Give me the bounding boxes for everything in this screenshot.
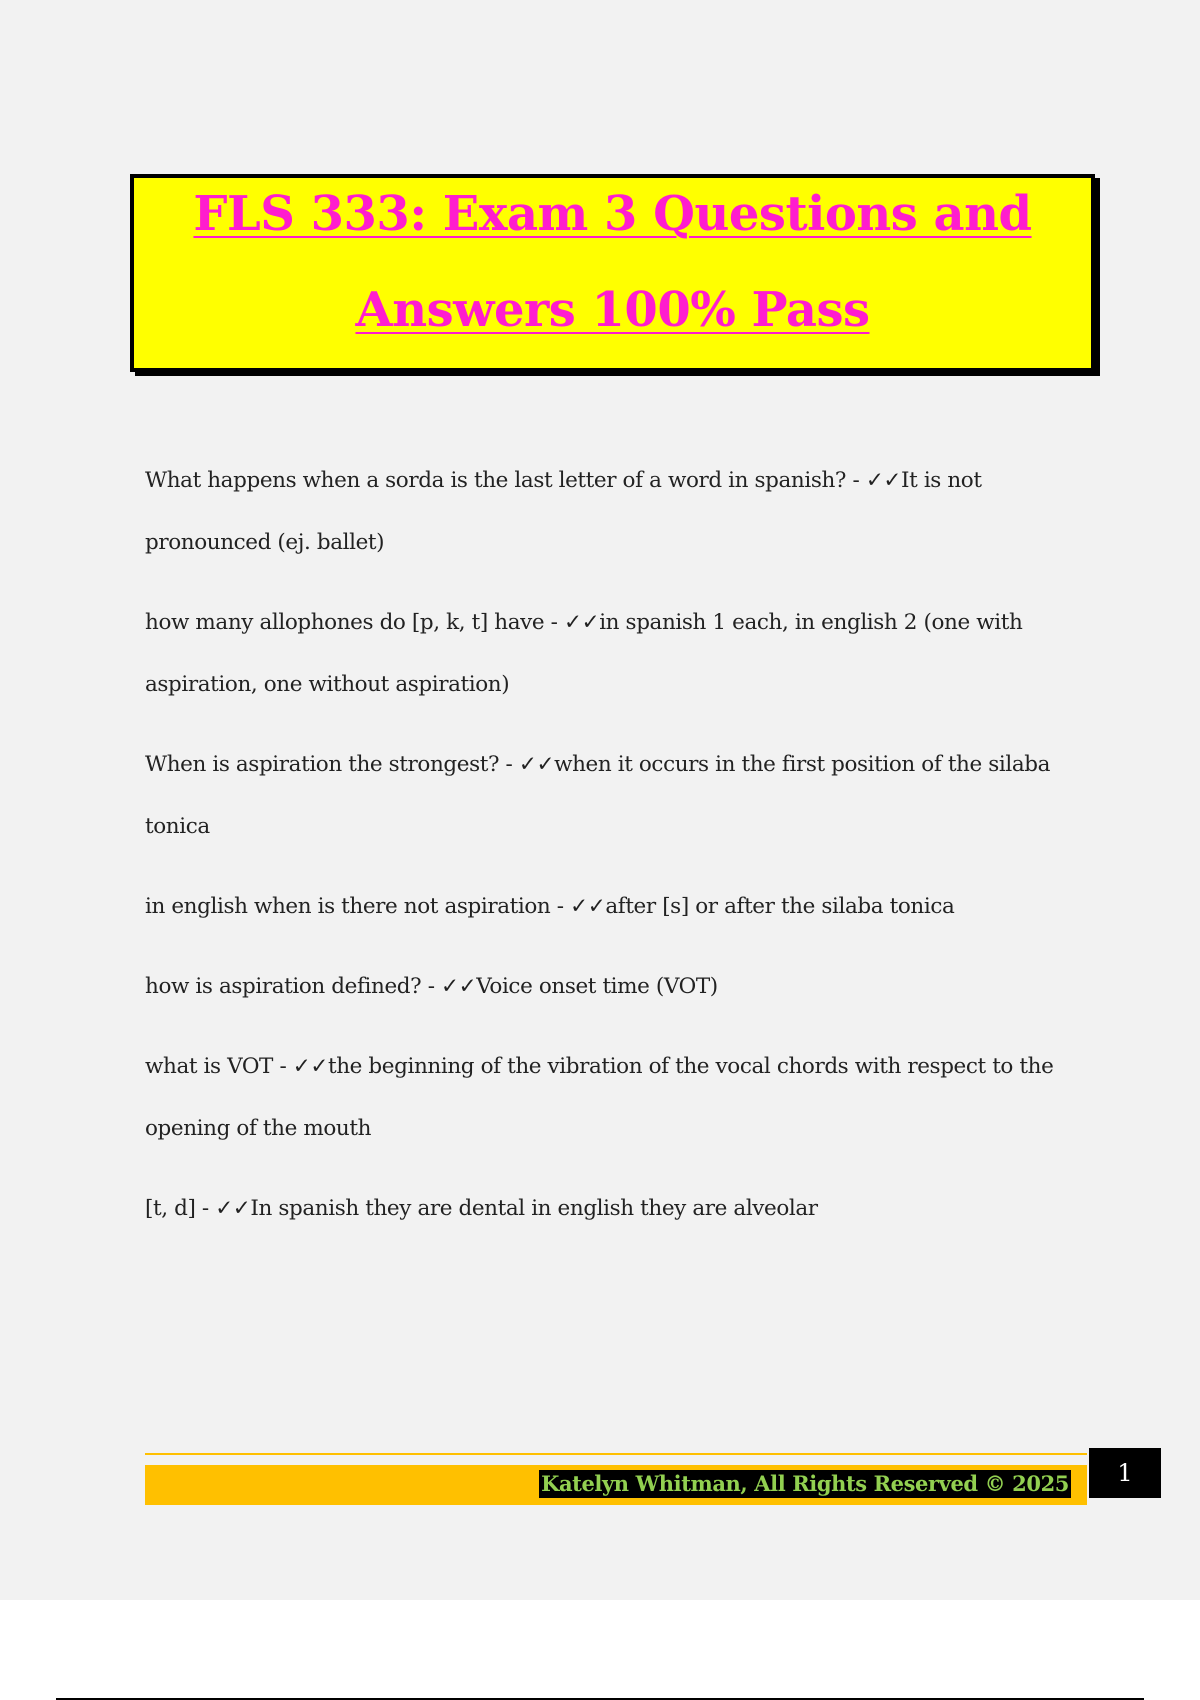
qa-line xyxy=(145,734,1095,796)
qa-item xyxy=(145,956,1095,1018)
question-text: how many allophones do [p, k, t] have xyxy=(145,610,545,635)
qa-line xyxy=(145,592,1095,654)
qa-item xyxy=(145,734,1095,858)
document-title-line-1: FLS 333: Exam 3 Questions and xyxy=(193,186,1032,242)
qa-line xyxy=(145,450,1095,512)
double-check-icon: ✓✓ xyxy=(292,1054,328,1079)
double-check-icon: ✓✓ xyxy=(441,974,477,999)
answer-separator: - xyxy=(846,468,866,493)
question-text: how is aspiration defined? xyxy=(145,974,422,999)
question-text: When is aspiration the strongest? xyxy=(145,752,500,777)
page-number: 1 xyxy=(1089,1448,1161,1498)
double-check-icon: ✓✓ xyxy=(518,752,555,777)
qa-item xyxy=(145,592,1095,716)
footer-copyright: Katelyn Whitman, All Rights Reserved © 2025 xyxy=(541,1471,1069,1496)
double-check-icon: ✓✓ xyxy=(865,468,902,493)
answer-separator: - xyxy=(195,1196,216,1221)
continuation-text: pronounced (ej. ballet) xyxy=(145,530,385,555)
question-text: What happens when a sorda is the last letter of a word in spanish? xyxy=(145,468,847,493)
qa-line xyxy=(145,1098,1095,1160)
title-box xyxy=(130,174,1095,372)
answer-text: It is not xyxy=(901,468,982,493)
answer-text: when it occurs in the first position of the silaba xyxy=(554,752,1051,777)
qa-item xyxy=(145,1036,1095,1160)
answer-separator: - xyxy=(550,894,571,919)
document-title-line-2: Answers 100% Pass xyxy=(355,282,870,338)
qa-line xyxy=(145,1036,1095,1098)
answer-separator: - xyxy=(544,610,564,635)
qa-item xyxy=(145,876,1095,938)
double-check-icon: ✓✓ xyxy=(570,894,606,919)
continuation-text: opening of the mouth xyxy=(145,1116,372,1141)
answer-separator: - xyxy=(499,752,519,777)
answer-text: after [s] or after the silaba tonica xyxy=(605,894,955,919)
question-text: what is VOT xyxy=(145,1054,274,1079)
qa-line xyxy=(145,956,1095,1018)
footer-divider xyxy=(145,1453,1087,1455)
qa-line xyxy=(145,654,1095,716)
qa-line xyxy=(145,1178,1095,1240)
qa-line xyxy=(145,876,1095,938)
answer-separator: - xyxy=(421,974,442,999)
continuation-text: aspiration, one without aspiration) xyxy=(145,672,510,697)
qa-list xyxy=(145,450,1095,1258)
question-text: [t, d] xyxy=(145,1196,196,1221)
qa-item xyxy=(145,450,1095,574)
answer-text: Voice onset time (VOT) xyxy=(476,974,718,999)
answer-text: in spanish 1 each, in english 2 (one with xyxy=(599,610,1023,635)
continuation-text: tonica xyxy=(145,814,210,839)
qa-item xyxy=(145,1178,1095,1240)
answer-separator: - xyxy=(273,1054,293,1079)
double-check-icon: ✓✓ xyxy=(563,610,600,635)
answer-text: In spanish they are dental in english they are alveolar xyxy=(250,1196,818,1221)
question-text: in english when is there not aspiration xyxy=(145,894,551,919)
answer-text: the beginning of the vibration of the vocal chords with respect to the xyxy=(327,1054,1054,1079)
qa-line xyxy=(145,512,1095,574)
qa-line xyxy=(145,796,1095,858)
double-check-icon: ✓✓ xyxy=(215,1196,251,1221)
footer-bar xyxy=(145,1465,1087,1505)
